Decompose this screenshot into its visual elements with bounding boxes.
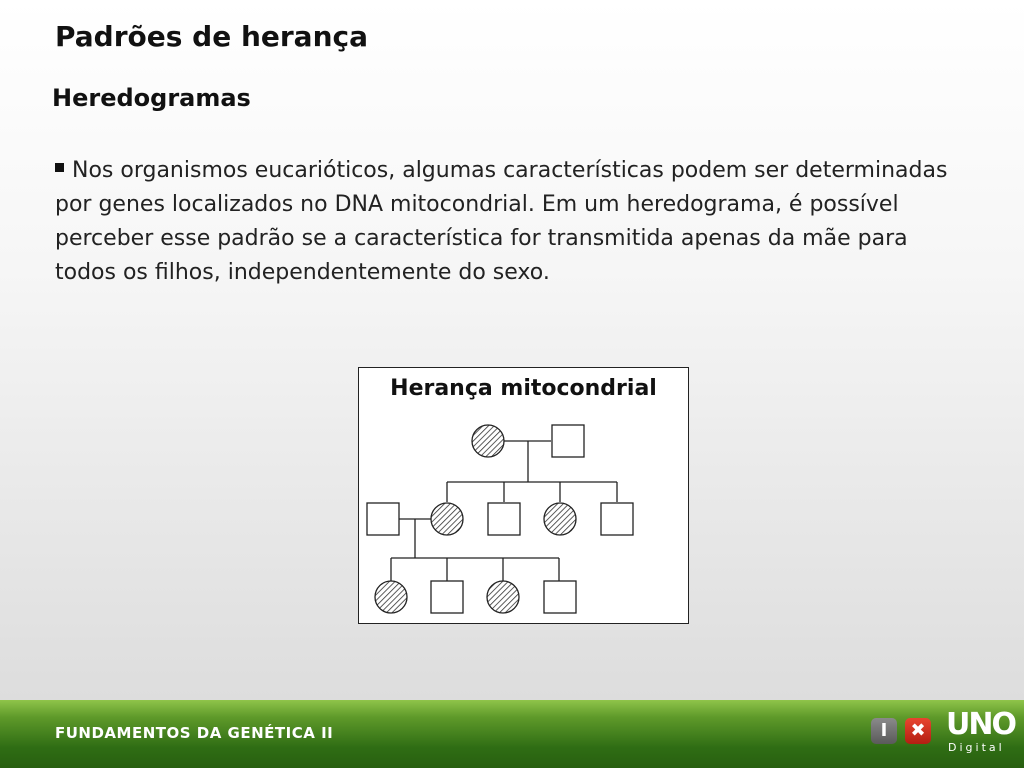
course-title: FUNDAMENTOS DA GENÉTICA II — [55, 724, 334, 742]
logo-i-icon: I — [871, 718, 897, 744]
unaffected-male-symbol — [488, 503, 520, 535]
paragraph-text: Nos organismos eucarióticos, algumas características podem ser determinadas por genes localizados no DNA mitocondrial. Em um heredograma, é possível perceber esse padrão se a característica for transmitida apenas da mãe para todos os filhos, independentemente do sexo. — [55, 158, 948, 285]
figure-title: Herança mitocondrial — [390, 376, 657, 401]
unaffected-male-symbol — [552, 425, 584, 457]
affected-female-symbol — [472, 425, 504, 457]
logo-x-icon: ✖ — [905, 718, 931, 744]
pedigree-chart — [359, 368, 690, 625]
affected-female-symbol — [431, 503, 463, 535]
unaffected-male-symbol — [544, 581, 576, 613]
bullet-icon — [55, 163, 64, 172]
affected-female-symbol — [487, 581, 519, 613]
unaffected-male-symbol — [431, 581, 463, 613]
digital-logo-text: Digital — [948, 741, 1005, 754]
pedigree-figure — [358, 367, 689, 624]
affected-female-symbol — [375, 581, 407, 613]
slide-subtitle: Heredogramas — [52, 84, 251, 112]
slide-title: Padrões de herança — [55, 20, 368, 53]
uno-logo: UNO — [946, 707, 1015, 742]
body-paragraph — [55, 154, 955, 290]
unaffected-male-symbol — [601, 503, 633, 535]
footer-bar — [0, 700, 1024, 768]
unaffected-male-symbol — [367, 503, 399, 535]
affected-female-symbol — [544, 503, 576, 535]
